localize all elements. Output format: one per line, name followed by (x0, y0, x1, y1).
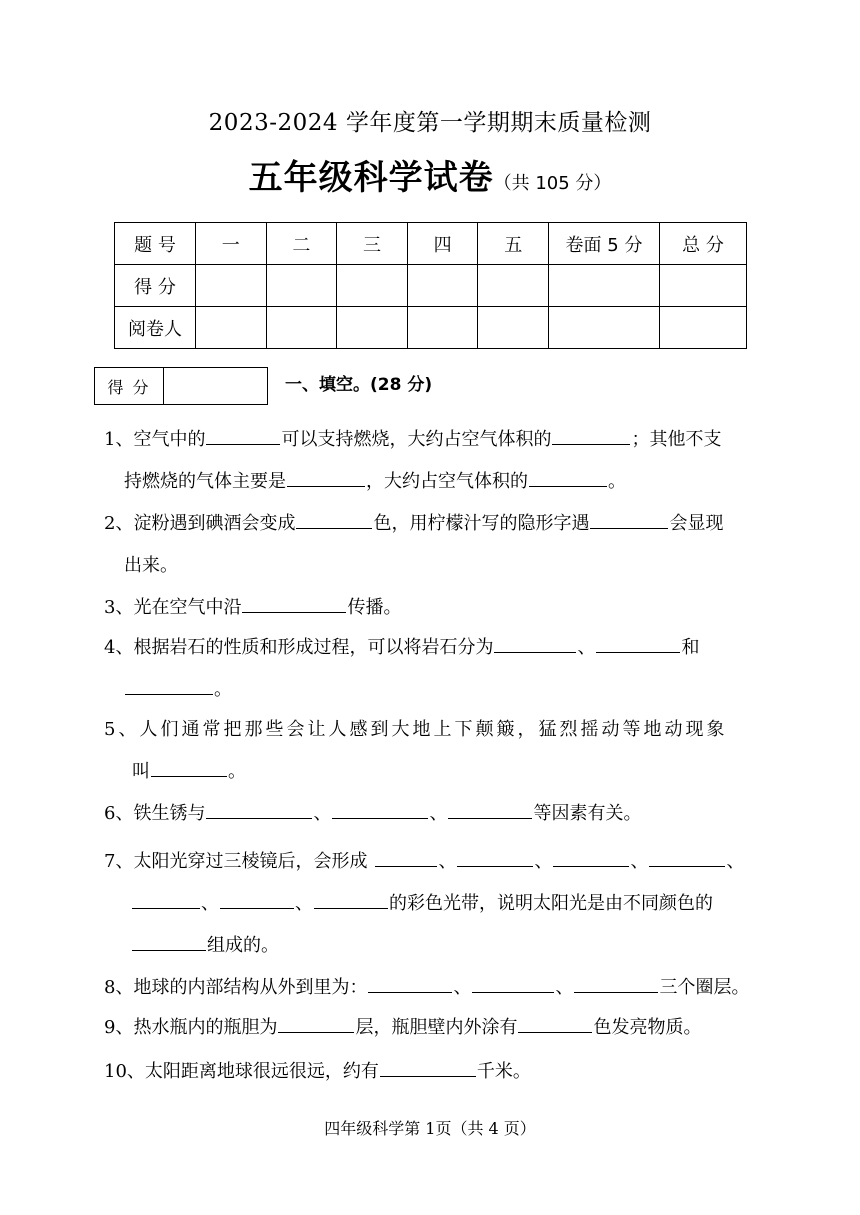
score-header-cell: 三 (337, 223, 408, 265)
grader-cell[interactable] (549, 307, 660, 349)
question-text: 色，用柠檬汁写的隐形字遇 (373, 513, 590, 534)
question-7 (104, 840, 764, 884)
question-text: 8、地球的内部结构从外到里为： (104, 977, 368, 998)
answer-blank[interactable] (125, 672, 213, 695)
question-text: 、 (577, 637, 596, 658)
section-score-box (94, 367, 268, 405)
question-2-cont (104, 544, 784, 588)
question-text: 出来。 (124, 555, 178, 576)
question-text: 4、根据岩石的性质和形成过程，可以将岩石分为 (104, 637, 494, 658)
answer-blank[interactable] (132, 928, 206, 951)
exam-title-main: 五年级科学试卷 (248, 158, 494, 198)
question-5 (104, 708, 764, 752)
grader-cell[interactable] (660, 307, 747, 349)
question-text: 5、人们通常把那些会让人感到大地上下颠簸，猛烈摇动等地动现象 (104, 719, 728, 740)
question-text: 的彩色光带，说明太阳光是由不同颜色的 (389, 893, 713, 914)
question-text: 1、空气中的 (104, 429, 206, 450)
score-cell[interactable] (337, 265, 408, 307)
answer-blank[interactable] (278, 1010, 354, 1033)
score-cell[interactable] (266, 265, 337, 307)
answer-blank[interactable] (296, 506, 372, 529)
answer-blank[interactable] (206, 796, 312, 819)
answer-blank[interactable] (590, 506, 668, 529)
question-text: 、 (630, 851, 649, 872)
score-header-cell: 题 号 (115, 223, 196, 265)
score-row (115, 265, 747, 307)
question-text: 、 (555, 977, 574, 998)
question-text: 、 (438, 851, 457, 872)
question-text: 可以支持燃烧，大约占空气体积的 (281, 429, 552, 450)
question-text: 9、热水瓶内的瓶胆为 (104, 1017, 278, 1038)
question-text: 。 (608, 471, 626, 492)
grader-cell[interactable] (337, 307, 408, 349)
score-cell[interactable] (660, 265, 747, 307)
question-text: 、 (313, 803, 332, 824)
question-text: 会显现 (669, 513, 724, 534)
question-text: 3、光在空气中沿 (104, 597, 242, 618)
question-text: 、 (534, 851, 553, 872)
score-header-cell: 一 (196, 223, 267, 265)
question-6 (104, 792, 764, 836)
answer-blank[interactable] (552, 422, 630, 445)
score-cell[interactable] (407, 265, 478, 307)
question-text: 层，瓶胆壁内外涂有 (355, 1017, 518, 1038)
score-cell[interactable] (196, 265, 267, 307)
question-text: 叫 (132, 761, 150, 782)
question-3 (104, 586, 764, 630)
question-7-cont (104, 882, 784, 926)
grader-row-label: 阅卷人 (115, 307, 196, 349)
answer-blank[interactable] (206, 422, 280, 445)
answer-blank[interactable] (332, 796, 428, 819)
score-cell[interactable] (478, 265, 549, 307)
answer-blank[interactable] (649, 844, 725, 867)
question-text: 色发亮物质。 (593, 1017, 702, 1038)
score-header-cell: 二 (266, 223, 337, 265)
section-score-field[interactable] (164, 368, 267, 404)
question-text: 持燃烧的气体主要是 (124, 471, 286, 492)
question-text: 三个圈层。 (659, 977, 750, 998)
exam-total-points: （共 105 分） (493, 173, 612, 194)
question-10 (104, 1050, 764, 1094)
question-4 (104, 626, 764, 670)
exam-period-heading: 2023-2024 学年度第一学期期末质量检测 (208, 110, 652, 136)
score-table (114, 222, 747, 349)
question-9 (104, 1006, 764, 1050)
question-text: 2、淀粉遇到碘酒会变成 (104, 513, 296, 534)
section-title: 一、填空。(28 分) (285, 375, 433, 395)
answer-blank[interactable] (287, 464, 365, 487)
question-text: 、 (429, 803, 448, 824)
question-4-cont (104, 668, 784, 712)
score-header-cell: 卷面 5 分 (549, 223, 660, 265)
grader-row (115, 307, 747, 349)
answer-blank[interactable] (472, 970, 554, 993)
score-row-label: 得 分 (115, 265, 196, 307)
question-text: ；其他不支 (631, 429, 722, 450)
answer-blank[interactable] (596, 630, 680, 653)
answer-blank[interactable] (220, 886, 294, 909)
section-score-label: 得 分 (95, 368, 164, 404)
question-text: 。 (228, 761, 246, 782)
score-header-cell: 四 (407, 223, 478, 265)
answer-blank[interactable] (151, 754, 227, 777)
question-text: 等因素有关。 (533, 803, 642, 824)
question-text: 。 (214, 679, 232, 700)
question-7-cont-2 (104, 924, 784, 968)
answer-blank[interactable] (375, 844, 437, 867)
question-text: 、 (453, 977, 472, 998)
score-header-cell: 总 分 (660, 223, 747, 265)
question-text: ，大约占空气体积的 (366, 471, 528, 492)
answer-blank[interactable] (132, 886, 200, 909)
question-5-cont (104, 750, 784, 794)
score-table-header-row (115, 223, 747, 265)
answer-blank[interactable] (448, 796, 532, 819)
answer-blank[interactable] (574, 970, 658, 993)
answer-blank[interactable] (553, 844, 629, 867)
score-header-cell: 五 (478, 223, 549, 265)
question-1-cont (104, 460, 784, 504)
exam-title (0, 150, 860, 199)
question-text: 和 (681, 637, 700, 658)
answer-blank[interactable] (380, 1054, 476, 1077)
question-text: 10、太阳距离地球很远很远，约有 (104, 1061, 379, 1082)
answer-blank[interactable] (457, 844, 533, 867)
answer-blank[interactable] (242, 590, 346, 613)
answer-blank[interactable] (529, 464, 607, 487)
grader-cell[interactable] (266, 307, 337, 349)
answer-blank[interactable] (494, 630, 576, 653)
score-cell[interactable] (549, 265, 660, 307)
question-1 (104, 418, 764, 462)
question-text: 7、太阳光穿过三棱镜后，会形成 (104, 851, 368, 872)
answer-blank[interactable] (368, 970, 452, 993)
question-text: 、 (726, 851, 745, 872)
question-text: 组成的。 (207, 935, 279, 956)
question-2 (104, 502, 764, 546)
question-text: 6、铁生锈与 (104, 803, 206, 824)
question-8 (104, 966, 764, 1010)
page-footer: 四年级科学第 1页（共 4 页） (324, 1119, 536, 1138)
grader-cell[interactable] (196, 307, 267, 349)
answer-blank[interactable] (518, 1010, 592, 1033)
question-text: 、 (295, 893, 313, 914)
question-text: 传播。 (347, 597, 402, 618)
question-text: 、 (201, 893, 219, 914)
answer-blank[interactable] (314, 886, 388, 909)
grader-cell[interactable] (407, 307, 478, 349)
question-text: 千米。 (476, 1061, 531, 1082)
grader-cell[interactable] (478, 307, 549, 349)
